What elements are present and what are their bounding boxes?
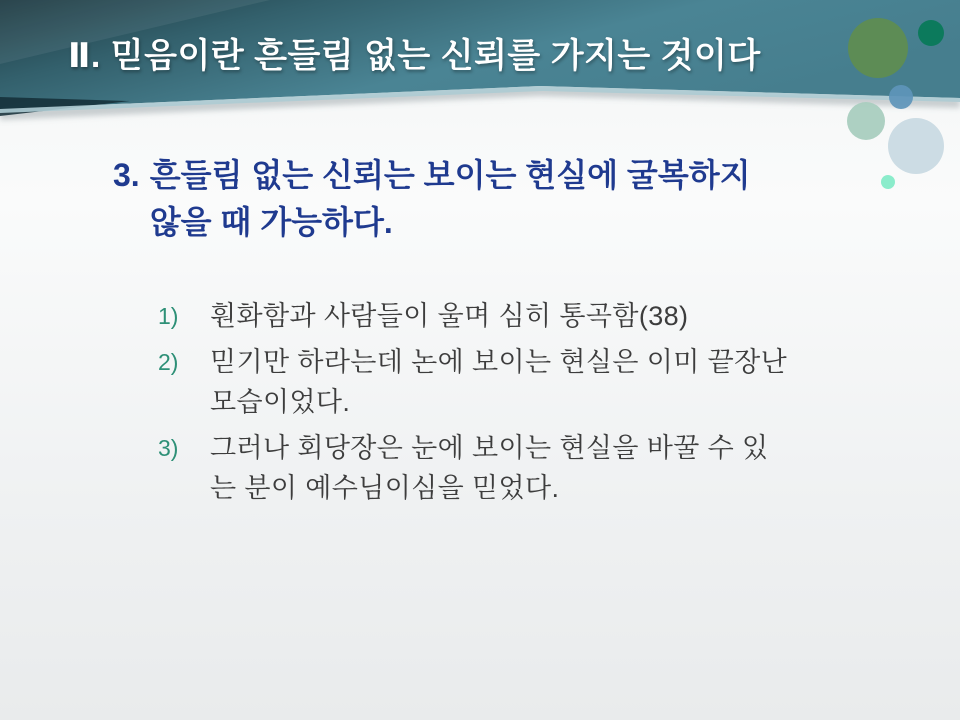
slide-title: Ⅱ. 믿음이란 흔들림 없는 신뢰를 가지는 것이다 [68, 37, 761, 75]
decor-circle-sage [847, 102, 885, 140]
numbered-list [158, 296, 918, 514]
list-item [158, 296, 918, 336]
section-heading-number: 3. [113, 157, 140, 193]
list-item-number: 3) [158, 435, 179, 461]
list-item-line: 훤화함과 사람들이 울며 심히 통곡함(38) [210, 301, 689, 331]
list-item [158, 428, 918, 508]
list-item-line: 믿기만 하라는데 논에 보이는 현실은 이미 끝장난 [210, 347, 788, 377]
decor-circle-pale-blue [888, 118, 944, 174]
section-heading-line: 흔들림 없는 신뢰는 보이는 현실에 굴복하지 [149, 157, 751, 193]
section-heading-line: 않을 때 가능하다. [149, 204, 393, 240]
list-item-number: 1) [158, 303, 179, 329]
list-item-text [210, 428, 768, 508]
list-item-line: 는 분이 예수님이심을 믿었다. [210, 473, 560, 503]
list-item-text [210, 342, 787, 422]
decor-circle-mint [881, 175, 895, 189]
decor-circle-steel-blue [889, 85, 913, 109]
list-item-line: 그러나 회당장은 눈에 보이는 현실을 바꿀 수 있 [210, 433, 769, 463]
section-heading [113, 152, 751, 246]
list-item-text [210, 296, 688, 336]
list-item-number: 2) [158, 349, 179, 375]
list-item-line: 모습이었다. [210, 387, 351, 417]
list-item [158, 342, 918, 422]
section-heading-text [150, 152, 751, 246]
